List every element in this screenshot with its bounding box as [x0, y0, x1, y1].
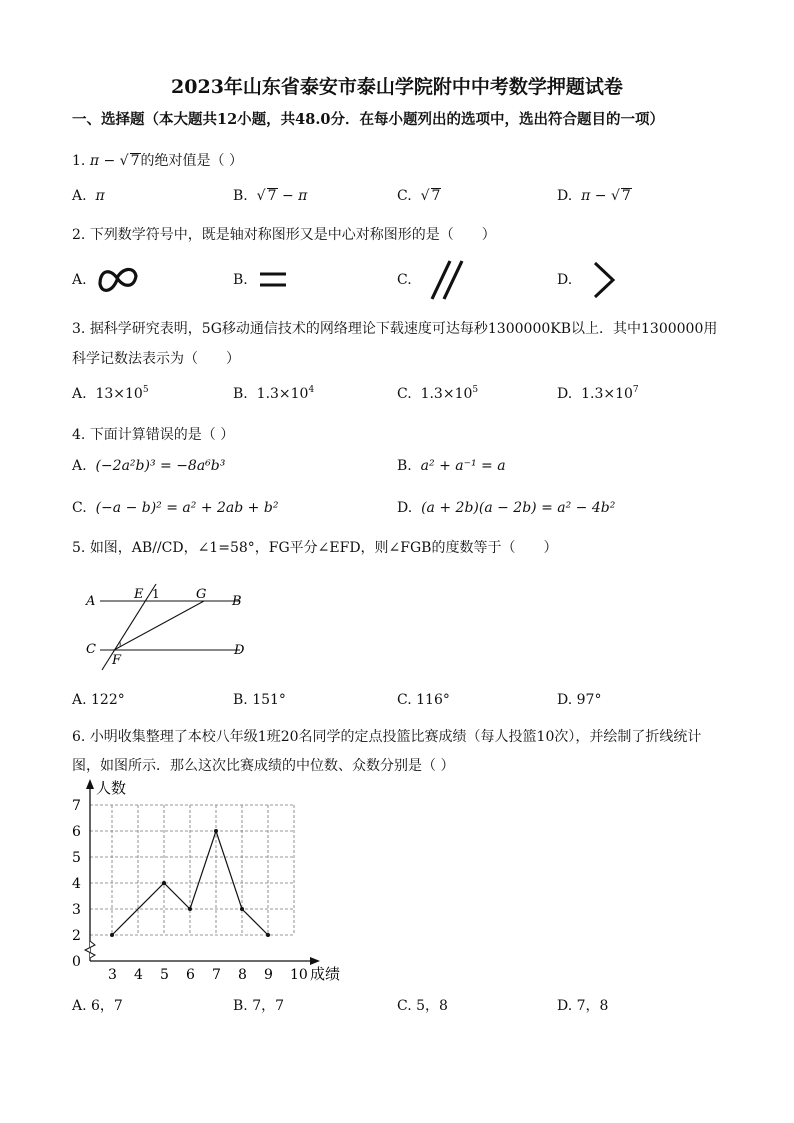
question-3-line2: 科学记数法表示为（ ）	[72, 351, 240, 367]
transversal-ef	[102, 584, 156, 670]
y-tick-label: 4	[72, 876, 81, 892]
q1-option-d[interactable]: D. π − √ 7	[557, 188, 631, 204]
label-e: E	[134, 587, 144, 602]
label-g: G	[196, 587, 207, 602]
y-tick-label: 5	[72, 850, 81, 866]
data-point	[214, 829, 218, 833]
q2-option-d[interactable]: D.	[557, 272, 573, 288]
line-chart	[60, 775, 360, 990]
greater-than-symbol-icon	[590, 260, 618, 300]
question-number: 1.	[72, 153, 86, 169]
y-tick-label: 7	[72, 798, 81, 814]
x-tick-label: 3	[108, 967, 117, 983]
x-tick-label: 6	[186, 967, 195, 983]
y-axis-label: 人数	[96, 779, 127, 797]
similar-symbol-icon	[96, 262, 142, 296]
q2-option-b[interactable]: B.	[233, 272, 248, 288]
q1-option-c[interactable]: C. √ 7	[397, 188, 441, 204]
y-tick-label: 6	[72, 824, 81, 840]
axis-break-icon	[85, 941, 95, 958]
label-f: F	[112, 653, 122, 668]
q1-text: 的绝对值是（ ）	[140, 153, 243, 169]
question-3-line1: 3. 据科学研究表明，5G移动通信技术的网络理论下载速度可达每秒1300000KB以上．其中1300000用	[72, 321, 718, 337]
y-axis-arrow	[86, 779, 94, 789]
q1-option-b[interactable]: B. √ 7 − π	[233, 188, 308, 204]
data-point	[110, 933, 114, 937]
question-1	[72, 150, 243, 170]
question-4: 4. 下面计算错误的是（ ）	[72, 427, 235, 443]
q1-option-a[interactable]: A. π	[72, 188, 105, 204]
data-point	[162, 881, 166, 885]
q5-option-b[interactable]: B. 151°	[233, 692, 286, 708]
x-axis-label: 成绩	[310, 965, 341, 983]
q2-text: 下列数学符号中，既是轴对称图形又是中心对称图形的是（ ）	[89, 227, 496, 243]
y-tick-label: 0	[72, 954, 81, 970]
parallel-lines-figure	[80, 580, 260, 680]
label-b: B	[232, 594, 242, 609]
question-6-line2: 图，如图所示．那么这次比赛成绩的中位数、众数分别是（ ）	[72, 758, 455, 774]
equals-symbol-icon	[258, 270, 288, 290]
q4-option-b[interactable]: B. a² + a⁻¹ = a	[397, 458, 506, 474]
label-d: D	[234, 643, 245, 658]
q5-option-a[interactable]: A. 122°	[72, 692, 125, 708]
x-axis-arrow	[310, 957, 320, 965]
q6-option-a[interactable]: A. 6，7	[72, 998, 123, 1014]
q5-option-d[interactable]: D. 97°	[557, 692, 602, 708]
q6-option-b[interactable]: B. 7，7	[233, 998, 285, 1014]
x-tick-label: 5	[160, 967, 169, 983]
y-tick-label: 2	[72, 928, 81, 944]
parallel-symbol-icon	[428, 259, 468, 301]
x-tick-label: 9	[264, 967, 273, 983]
data-point	[266, 933, 270, 937]
q6-option-d[interactable]: D. 7，8	[557, 998, 609, 1014]
q3-option-c[interactable]: C. $1.3\times 10^5$	[397, 385, 479, 402]
y-tick-label: 3	[72, 902, 81, 918]
q3-option-a[interactable]: A. $13\times 10^5$	[72, 385, 149, 402]
label-angle-1: 1	[152, 587, 160, 601]
q3-option-d[interactable]: D. $1.3\times 10^7$	[557, 385, 639, 402]
x-tick-label: 8	[238, 967, 247, 983]
x-tick-label: 4	[134, 967, 143, 983]
q4-option-c[interactable]: C. (−a − b)² = a² + 2ab + b²	[72, 500, 279, 516]
question-2: 2. 下列数学符号中，既是轴对称图形又是中心对称图形的是（ ）	[72, 227, 496, 243]
q4-option-a[interactable]: A. (−2a²b)³ = −8a⁶b³	[72, 458, 226, 474]
data-point	[240, 907, 244, 911]
question-5: 5. 如图，AB//CD，∠1=58°，FG平分∠EFD，则∠FGB的度数等于（ ）	[72, 540, 558, 556]
q3-option-b[interactable]: B. $1.3\times 10^4$	[233, 385, 315, 402]
section-heading: 一、选择题（本大题共12小题，共48.0分．在每小题列出的选项中，选出符合题目的一项）	[72, 111, 664, 128]
data-point	[188, 907, 192, 911]
q4-option-d[interactable]: D. (a + 2b)(a − 2b) = a² − 4b²	[397, 500, 616, 516]
q2-option-a[interactable]: A.	[72, 272, 87, 288]
q6-option-c[interactable]: C. 5，8	[397, 998, 448, 1014]
x-tick-label: 10	[290, 967, 308, 983]
q2-option-c[interactable]: C.	[397, 272, 412, 288]
question-6-line1: 6. 小明收集整理了本校八年级1班20名同学的定点投篮比赛成绩（每人投篮10次），并绘制了折线统计	[72, 729, 702, 745]
bisector-fg	[114, 601, 204, 650]
label-c: C	[86, 642, 96, 657]
x-tick-label: 7	[212, 967, 221, 983]
page-title: 2023年山东省泰安市泰山学院附中中考数学押题试卷	[171, 76, 623, 98]
q1-expression: π − √ 7	[89, 153, 140, 169]
label-a: A	[86, 594, 96, 609]
q5-option-c[interactable]: C. 116°	[397, 692, 450, 708]
